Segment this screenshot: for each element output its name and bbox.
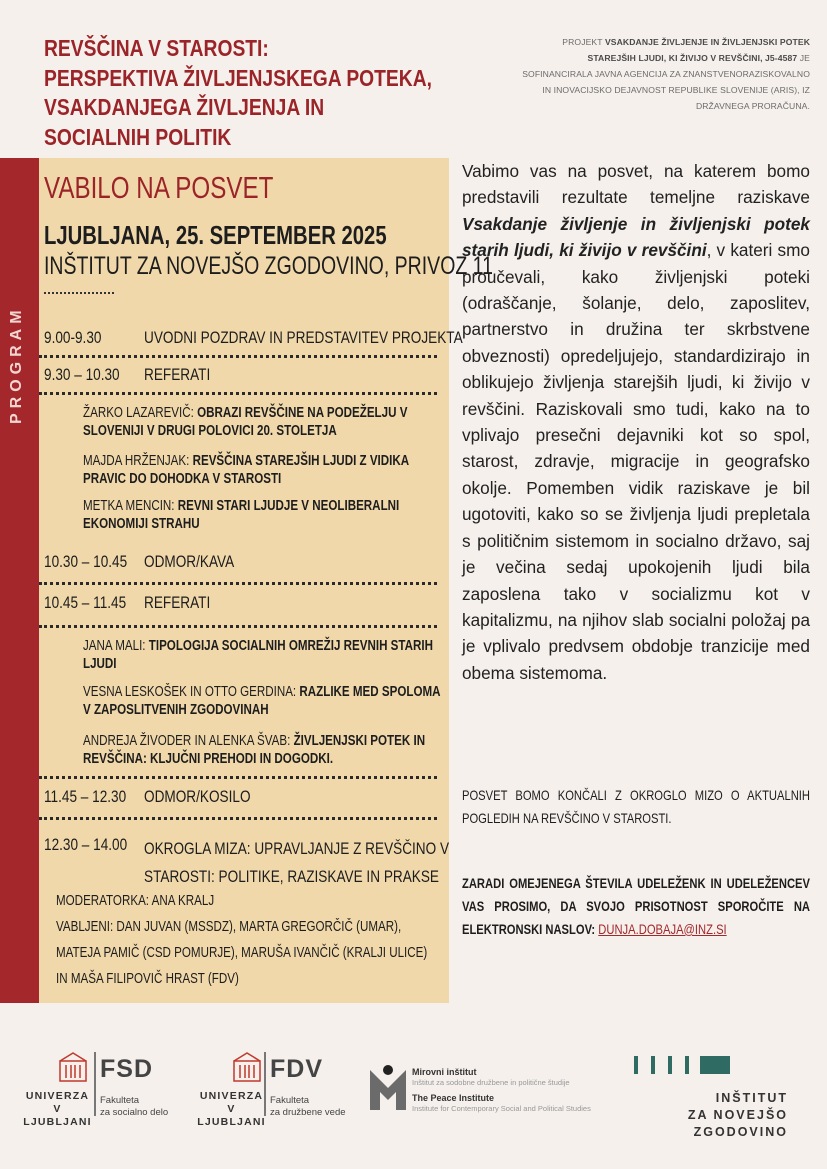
divider bbox=[39, 355, 437, 358]
title-line-4: SOCIALNIH POLITIK bbox=[44, 123, 232, 150]
email-link[interactable]: DUNJA.DOBAJA@INZ.SI bbox=[598, 921, 727, 937]
fsd-name: Fakulteta za socialno delo bbox=[100, 1095, 169, 1118]
title-line-3: VSAKDANJEGA ŽIVLJENJA IN bbox=[44, 94, 325, 120]
university-seal-icon bbox=[58, 1051, 88, 1083]
divider bbox=[39, 582, 437, 585]
slot-time: 10.45 – 11.45 bbox=[44, 593, 127, 612]
slot-time: 9.00-9.30 bbox=[44, 328, 102, 347]
event-place: INŠTITUT ZA NOVEJŠO ZGODOVINO, PRIVOZ 11 bbox=[44, 252, 493, 280]
inz-logo-icon bbox=[634, 1056, 734, 1074]
divider bbox=[264, 1052, 266, 1116]
slot-time: 12.30 – 14.00 bbox=[44, 835, 128, 854]
divider bbox=[39, 776, 437, 779]
moderator: MODERATORKA: ANA KRALJ bbox=[56, 893, 215, 909]
slot-label: OKROGLA MIZA: UPRAVLJANJE Z REVŠČINO V STAROSTI: POLITIKE, RAZISKAVE IN PRAKSE bbox=[144, 839, 450, 886]
registration-note: ZARADI OMEJENEGA ŠTEVILA UDELEŽENK IN UDELEŽENCEV VAS PROSIMO, DA SVOJO PRISOTNOST SPOROČITE NA ELEKTRONSKI NASLOV: DUNJA.DOBAJA@INZ.SI bbox=[462, 875, 810, 937]
slot-time: 10.30 – 10.45 bbox=[44, 552, 128, 571]
talk-item: ANDREJA ŽIVODER IN ALENKA ŠVAB: ŽIVLJENJSKI POTEK IN REVŠČINA: KLJUČNI PREHODI IN DOGODKI. bbox=[83, 733, 426, 767]
slot-label: REFERATI bbox=[144, 365, 211, 384]
funding-note: PROJEKT VSAKDANJE ŽIVLJENJE IN ŽIVLJENJSKI POTEK STAREJŠIH LJUDI, KI ŽIVIJO V REVŠČINI, J5-4587 JE SOFINANCIRALA JAVNA AGENCIJA ZA ZNANSTVENORAZISKOVALNO IN INOVACIJSKO DEJAVNOST REPUBLIKE SLOVENIJE (ARIS), IZ DRŽAVNEGA PRORAČUNA. bbox=[522, 37, 810, 111]
peace-institute-desc-en: Institute for Contemporary Social and Political Studies bbox=[412, 1104, 591, 1113]
divider bbox=[39, 625, 437, 628]
fsd-university: UNIVERZA V LJUBLJANI bbox=[23, 1090, 92, 1128]
sidebar-bar bbox=[0, 158, 39, 1003]
divider bbox=[44, 292, 114, 294]
talk-item: METKA MENCIN: REVNI STARI LJUDJE V NEOLIBERALNI EKONOMIJI STRAHU bbox=[83, 498, 400, 532]
talk-item: JANA MALI: TIPOLOGIJA SOCIALNIH OMREŽIJ REVNIH STARIH LJUDI bbox=[83, 638, 433, 672]
slot-label: REFERATI bbox=[144, 593, 211, 612]
peace-institute-desc-sl: Inštitut za sodobne družbene in politične študije bbox=[412, 1078, 570, 1087]
page-title bbox=[44, 34, 470, 152]
peace-institute-icon bbox=[368, 1062, 408, 1112]
talk-item: MAJDA HRŽENJAK: REVŠČINA STAREJŠIH LJUDI Z VIDIKA PRAVIC DO DOHODKA V STAROSTI bbox=[83, 453, 409, 487]
fdv-name: Fakulteta za družbene vede bbox=[270, 1095, 346, 1118]
university-seal-icon bbox=[232, 1051, 262, 1083]
closing-note: POSVET BOMO KONČALI Z OKROGLO MIZO O AKTUALNIH POGLEDIH NA REVŠČINO V STAROSTI. bbox=[462, 787, 810, 826]
peace-institute-name-sl: Mirovni inštitut bbox=[412, 1067, 477, 1077]
title-line-1: REVŠČINA V STAROSTI: bbox=[44, 35, 269, 61]
slot-time: 9.30 – 10.30 bbox=[44, 365, 120, 384]
divider bbox=[39, 817, 437, 820]
event-date: LJUBLJANA, 25. SEPTEMBER 2025 bbox=[44, 220, 387, 250]
peace-institute-name-en: The Peace Institute bbox=[412, 1093, 495, 1103]
slot-label: ODMOR/KAVA bbox=[144, 552, 235, 571]
slot-label: UVODNI POZDRAV IN PREDSTAVITEV PROJEKTA bbox=[144, 328, 463, 347]
invitation-text: Vabimo vas na posvet, na katerem bomo predstavili rezultate temeljne raziskave Vsakdanje življenje in življenjski potek starih ljudi, ki živijo v revščini, v kateri smo proučevali, kako življenjski poteki (odraščanje, šolanje, delo, zaposlitev, partnerstvo in družina ter skrbstvene obveznosti) opredeljujejo, standardizirajo in oblikujejo življenja starejših ljudi, ki živijo v revščini. Raziskovali smo tudi, kako na to vplivajo presečni dejavniki kot so spol, starost, zdravje, migracije in geografsko okolje. Pomemben vidik raziskave je bil ugotoviti, kako so se življenja ljudi prepletala s političnim sistemom in socialno državo, saj je večina sedaj upokojenih ljudi bila zaposlena tako v socializmu kot v kapitalizmu, na njihov slab socialni položaj pa je vplivalo predvsem obdobje tranzicije med obema sistemoma. bbox=[462, 161, 810, 683]
inz-name: INŠTITUT ZA NOVEJŠO ZGODOVINO bbox=[687, 1091, 788, 1139]
slot-time: 11.45 – 12.30 bbox=[44, 787, 127, 806]
fsd-abbr: FSD bbox=[100, 1055, 153, 1083]
divider bbox=[39, 392, 437, 395]
fdv-university: UNIVERZA V LJUBLJANI bbox=[197, 1090, 266, 1128]
program-vertical-label: PROGRAM bbox=[8, 305, 25, 424]
slot-label: ODMOR/KOSILO bbox=[144, 787, 251, 806]
talk-item: ŽARKO LAZAREVIČ: OBRAZI REVŠČINE NA PODEŽELJU V SLOVENIJI V DRUGI POLOVICI 20. STOLETJA bbox=[83, 405, 408, 439]
talk-item: VESNA LESKOŠEK IN OTTO GERDINA: RAZLIKE MED SPOLOMA V ZAPOSLITVENIH ZGODOVINAH bbox=[83, 684, 441, 718]
divider bbox=[94, 1052, 96, 1116]
fdv-abbr: FDV bbox=[270, 1055, 323, 1083]
title-line-2: PERSPEKTIVA ŽIVLJENJSKEGA POTEKA, bbox=[44, 64, 432, 91]
panel-guests: VABLJENI: DAN JUVAN (MSSDZ), MARTA GREGORČIČ (UMAR), MATEJA PAMIČ (CSD POMURJE), MARUŠA IVANČIČ (KRALJI ULICE) IN MAŠA FILIPOVIČ HRAST (FDV) bbox=[56, 919, 428, 987]
invitation-heading: VABILO NA POSVET bbox=[44, 170, 274, 205]
